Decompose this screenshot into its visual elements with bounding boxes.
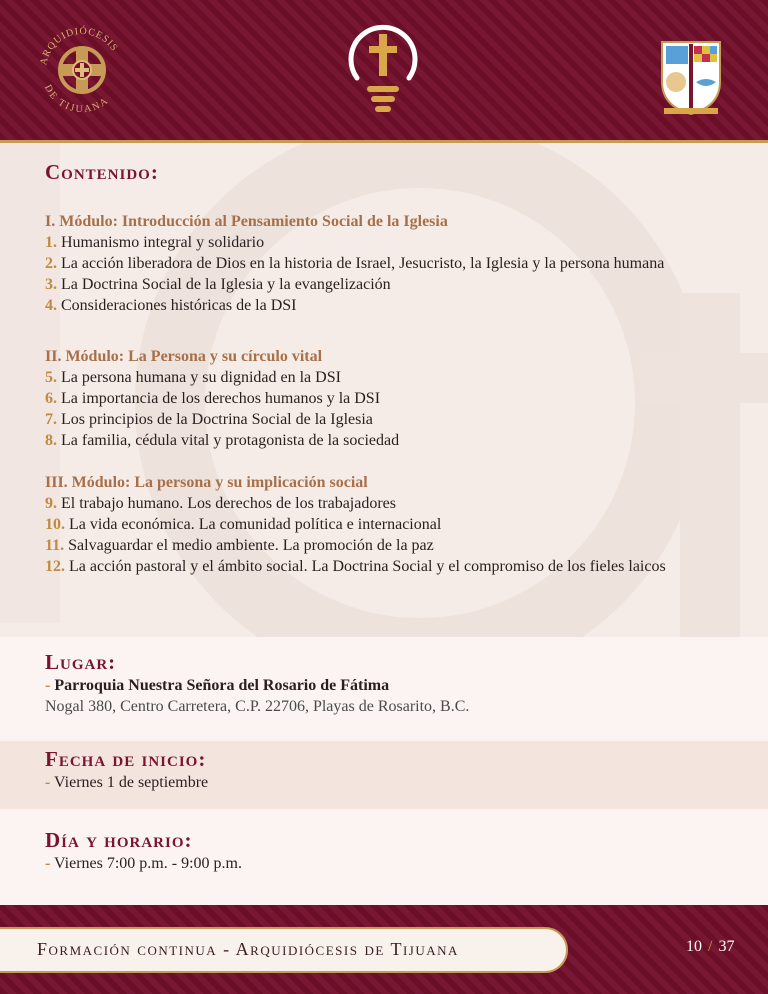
archdiocese-logo	[34, 22, 130, 118]
horario-title: Día y horario:	[45, 828, 193, 852]
list-item: 9. El trabajo humano. Los derechos de los trabajadores	[45, 495, 396, 512]
cross-bulb-icon	[343, 20, 423, 120]
list-item: 2. La acción liberadora de Dios en la historia de Israel, Jesucristo, la Iglesia y la persona humana	[45, 255, 665, 272]
module-title: I. Módulo: Introducción al Pensamiento Social de la Iglesia	[45, 213, 448, 230]
list-item: 7. Los principios de la Doctrina Social de la Iglesia	[45, 411, 373, 428]
list-item: 3. La Doctrina Social de la Iglesia y la evangelización	[45, 276, 391, 293]
module-title: III. Módulo: La persona y su implicación social	[45, 474, 368, 491]
page-number: 10 / 37	[686, 938, 735, 955]
list-item: 1. Humanismo integral y solidario	[45, 234, 265, 251]
header-banner	[0, 0, 768, 143]
footer-banner	[0, 905, 768, 994]
list-item: 8. La familia, cédula vital y protagonista de la sociedad	[45, 432, 400, 449]
lugar-title: Lugar:	[45, 650, 117, 674]
module-3	[45, 472, 725, 577]
parish-shield-logo	[656, 32, 726, 118]
footer-title: Formación continua - Arquidiócesis de Tijuana	[37, 939, 459, 959]
list-item: 4. Consideraciones históricas de la DSI	[45, 297, 297, 314]
contenido-title: Contenido:	[45, 160, 159, 184]
svg-text:ARQUIDIÓCESIS: ARQUIDIÓCESIS	[38, 25, 120, 67]
start-date: - Viernes 1 de septiembre	[45, 774, 209, 791]
schedule: - Viernes 7:00 p.m. - 9:00 p.m.	[45, 855, 242, 872]
horario-section	[45, 828, 725, 874]
lugar-section	[45, 650, 725, 717]
module-2	[45, 346, 725, 451]
fecha-section	[45, 747, 725, 793]
place-address: Nogal 380, Centro Carretera, C.P. 22706, Playas de Rosarito, B.C.	[45, 698, 470, 715]
list-item: 10. La vida económica. La comunidad política e internacional	[45, 516, 442, 533]
fecha-title: Fecha de inicio:	[45, 747, 207, 771]
list-item: 12. La acción pastoral y el ámbito social. La Doctrina Social y el compromiso de los fieles laicos	[45, 558, 666, 575]
module-title: II. Módulo: La Persona y su círculo vital	[45, 348, 323, 365]
svg-text:DE TIJUANA: DE TIJUANA	[41, 83, 112, 116]
contenido-section	[45, 160, 725, 577]
module-1	[45, 211, 725, 316]
list-item: 6. La importancia de los derechos humanos y la DSI	[45, 390, 381, 407]
list-item: 5. La persona humana y su dignidad en la DSI	[45, 369, 341, 386]
list-item: 11. Salvaguardar el medio ambiente. La promoción de la paz	[45, 537, 434, 554]
place-name: - Parroquia Nuestra Señora del Rosario de Fátima	[45, 677, 390, 694]
